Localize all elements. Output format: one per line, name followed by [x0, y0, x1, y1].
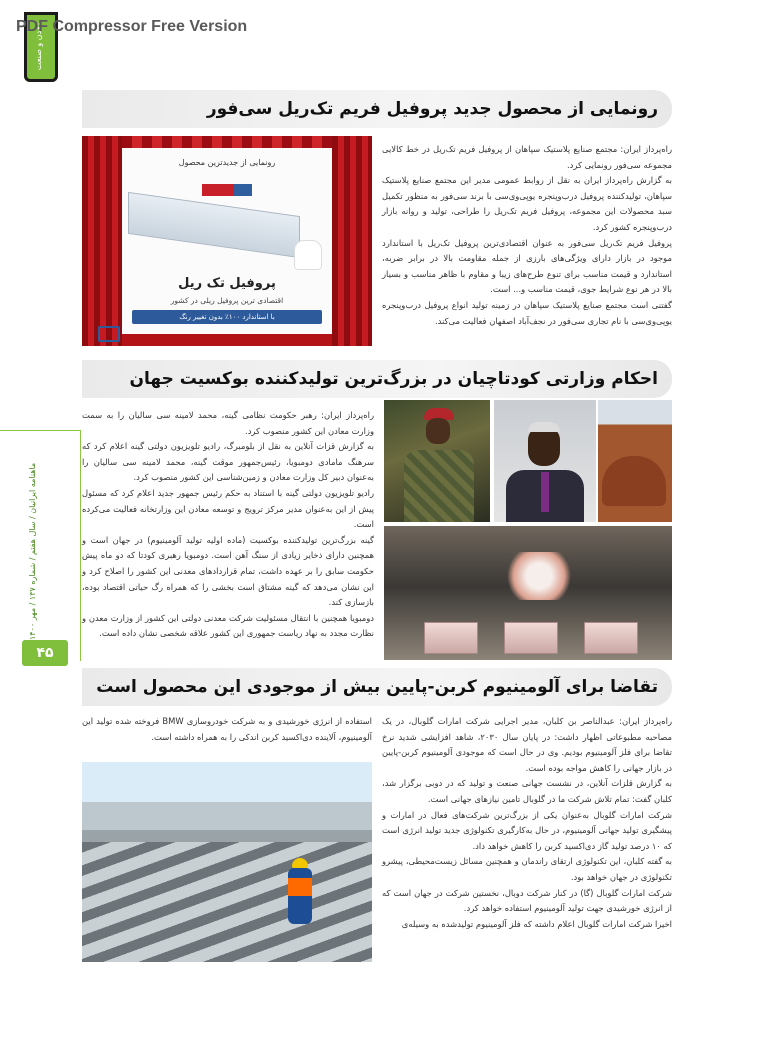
article3-headline: تقاضا برای آلومینیوم کربن-پایین بیش از موجودی این محصول است	[82, 668, 672, 706]
paragraph: شرکت امارات گلوبال به‌عنوان یکی از بزرگ‌ترین شرکت‌های فعال در امارات و پیشگیری تولید جهانی آلومینیوم، در حال به‌کارگیری تکنولوژی جدید تولید انرژی است که ۱۰ درصد تولید گاز دی‌اکسید کربن را کاهش خواهد داد.	[382, 809, 672, 851]
politician-photo	[494, 400, 596, 522]
margin-rule	[0, 430, 81, 661]
paragraph: گفتنی است مجتمع صنایع پلاستیک سپاهان در زمینه تولید انواع پروفیل درب‌وپنجره یوپی‌وی‌سی با نام تجاری سی‌فور در نجف‌آباد اصفهان فعالیت می‌کند.	[382, 299, 672, 326]
aluminium-smelter-photo	[82, 762, 372, 962]
paragraph: به گزارش قلزات آنلاین، در نشست جهانی صنعت و تولید که در دوبی برگزار شد، کلبان گفت: تمام تلاش شرکت ما در گلوبال تامین نیازهای جهانی است.	[382, 778, 672, 804]
ad-subtitle: اقتصادی ترین پروفیل ریلی در کشور	[170, 296, 284, 305]
paragraph: به گزارش قزات آنلاین به نقل از بلومبرگ، رادیو تلویزیون دولتی گینه اعلام کرد که سرهنگ مامادی دومبویا، رئیس‌جمهور موقت گینه، محمد لامینه سی سالیان را به‌عنوان دبیر کل وزارت معادن و زمین‌شناسی این کشور منصوب کرد.	[82, 441, 374, 483]
paragraph: اخیرا شرکت امارات گلوبال اعلام داشته که فلز آلومینیوم تولیدشده به وسیله‌ی	[401, 918, 672, 929]
ad-title: پروفیل تک ریل	[178, 276, 276, 291]
paragraph: به گزارش راه‌پرداز ایران به نقل از روابط عمومی مدیر این مجتمع صنایع پلاستیک سپاهان، تولیدکننده پروفیل درب‌وپنجره یوپی‌وی‌سی با برند سی‌فور به منظور تکمیل سبد محصولات این مجموعه، پروفیل فریم تک‌ریل را طراحی، تولید و روانه بازار درب‌وپنجره کشور کرد.	[382, 175, 672, 232]
article3-left-body	[82, 714, 372, 745]
ad-banner: با استاندارد ۱۰۰٪ بدون تغییر رنگ	[132, 310, 322, 324]
paragraph: رادیو تلویزیون دولتی گینه با استناد به حکم رئیس جمهور جدید اعلام کرد که مسئول پیش از این به‌عنوان مدیر مرکز ترویج و توسعه معادن این وزارتخانه فعالیت می‌کرده است.	[82, 487, 374, 530]
c4-logo	[98, 326, 120, 342]
issue-meta: ماهنامه ایرانیان / سال هفتم / شماره ۱۳۷ / مهر ۱۴۰۰	[28, 462, 37, 640]
paragraph: راه‌پرداز ایران: مجتمع صنایع پلاستیک سپاهان از پروفیل فریم تک‌ریل در خط کالایی مجموعه سی‌فور رونمایی کرد.	[382, 144, 672, 170]
paragraph: شرکت امارات گلوبال (گا) در کنار شرکت دوبال، نخستین شرکت در جهان است که از انرژی خورشیدی جهت تولید آلومینیوم استفاده خواهد کرد.	[382, 887, 672, 914]
watermark-text: PDF Compressor Free Version	[16, 18, 248, 35]
page-number: ۴۵	[22, 640, 68, 666]
curtain-right	[332, 136, 372, 346]
glove-hand	[294, 240, 322, 270]
paragraph: پروفیل فریم تک‌ریل سی‌فور به عنوان اقتصادی‌ترین پروفیل تک‌ریل با استاندارد موجود در بازار دارای ویژگی‌های بارزی از جمله مقاومت بالا در برابر ضربه، استاندارد و قیمت مناسب برای تنوع طرح‌های زیبا و مقاوم با ظاهر مناسب و بسیار بالا در هر نوع شرایط جوی، قیمت مناسب و... است.	[382, 237, 672, 295]
paragraph: به گفته کلبان، این تکنولوژی ارتقای راندمان و همچنین مسائل زیست‌محیطی، پیشرو تکنولوژی در جهان خواهد بود.	[382, 856, 672, 882]
curtain-left	[82, 136, 122, 346]
paragraph: استفاده از انرژی خورشیدی و به شرکت خودروسازی BMW فروخته شده تولید این آلومینیوم، آلاینده دی‌اکسید کربن اندکی را به همراه داشته است.	[82, 716, 372, 742]
bauxite-mine-photo	[598, 400, 672, 522]
article2-headline: احکام وزارتی کودتاچیان در بزرگ‌ترین تولیدکننده بوکسیت جهان	[82, 360, 672, 398]
article1-body	[382, 142, 672, 329]
paragraph: راه‌پرداز ایران: رهبر حکومت نظامی گینه، محمد لامینه سی سالیان را به سمت وزارت معادن این کشور منصوب کرد.	[82, 410, 374, 436]
paragraph: دومبویا همچنین با انتقال مسئولیت شرکت معدنی دولتی این کشور از وزارت معدن و نظارت مجدد به نهاد ریاست جمهوری این کشور علاقه شخصی نشان داده است.	[82, 612, 374, 639]
article1-headline: رونمایی از محصول جدید پروفیل فریم تک‌ریل سی‌فور	[82, 90, 672, 128]
ad-top-text: رونمایی از جدیدترین محصول	[178, 158, 276, 167]
aluminium-ingot-photo	[384, 526, 672, 660]
product-ad-image	[82, 136, 372, 346]
soldier-photo	[384, 400, 490, 522]
brand-badge	[202, 184, 252, 196]
article3-right-body	[382, 714, 672, 932]
article2-body	[82, 408, 374, 642]
section-tab-label: معدن و صنعت	[34, 22, 43, 71]
paragraph: گینه بزرگ‌ترین تولیدکننده بوکسیت (ماده اولیه تولید آلومینیوم) در جهان است و همچنین دارای ذخایر زیادی از سنگ آهن است. دومبویا رهبری کودتا که دو ماه پیش حکومت سابق را بر عهده داشت، تمام قراردادهای معدنی این کشور را اصلاح کرد و این نشان می‌دهد که گینه مشتاق است بخشی را که همراه رگ حیاتی اقتصاد بوده، بازسازی کند.	[82, 534, 374, 608]
paragraph: راه‌پرداز ایران: عبدالناصر بن کلبان، مدیر اجرایی شرکت امارات گلوبال، در یک مصاحبه مطبوعاتی اظهار داشت: در پایان سال ۲۰۳۰، شاهد افزایشی شدید نرخ تقاضا برای فلز آلومینیوم بودیم. وی در حال است که موجودی آلومینیوم کربن-پایین در بازار جهانی را کاهش مواجه بوده است.	[382, 716, 672, 773]
